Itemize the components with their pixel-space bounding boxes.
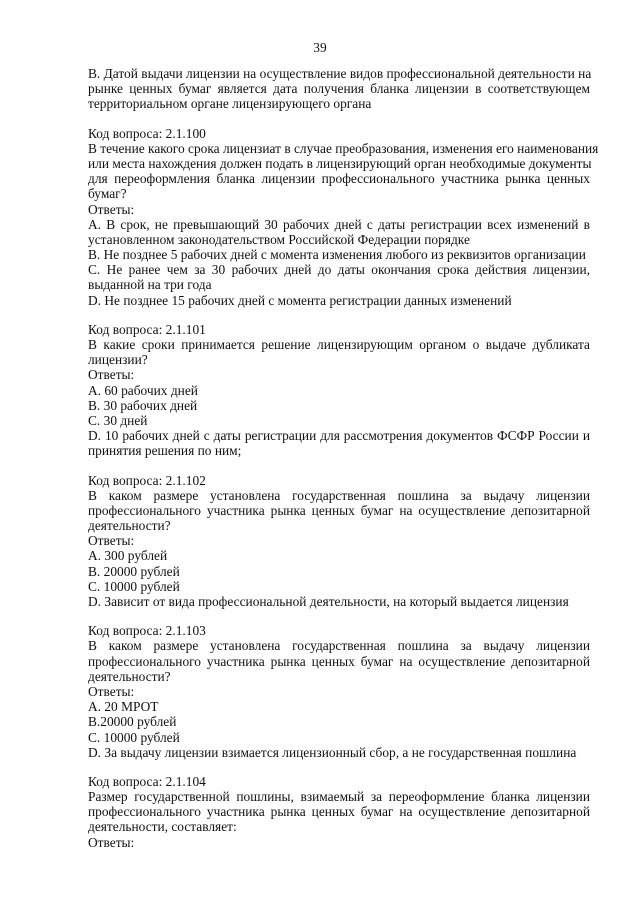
question-text-line: для переоформления бланка лицензии профессионального участника рынка ценных (88, 171, 590, 187)
intro-line: рынке ценных бумаг является дата получения бланка лицензии в соответствующем (88, 81, 590, 97)
question-text-line: профессионального участника рынка ценных бумаг на осуществление депозитарной (88, 804, 590, 820)
answer-line: D. Не позднее 15 рабочих дней с момента регистрации данных изменений (88, 292, 512, 308)
question-text-line: деятельности? (88, 668, 171, 684)
answer-line: A. 300 рублей (88, 548, 168, 564)
answers-label: Ответы: (88, 834, 135, 850)
answer-line: B.20000 рублей (88, 714, 177, 730)
page-content (88, 66, 599, 850)
question-block (88, 623, 590, 760)
question-text-line: лицензии? (88, 352, 148, 368)
question-text-line: Размер государственной пошлины, взимаемый за переоформление бланка лицензии (88, 789, 590, 805)
question-text-line: В каком размере установлена государственная пошлина за выдачу лицензии (88, 638, 590, 654)
intro-line: территориальном органе лицензирующего органа (88, 96, 372, 112)
page-number: 39 (313, 40, 327, 55)
answer-line: выданной на три года (88, 277, 212, 293)
intro-line: В. Датой выдачи лицензии на осуществление видов профессиональной деятельности на (88, 66, 592, 81)
question-text-line: деятельности? (88, 518, 171, 534)
answer-line: A. 60 рабочих дней (88, 382, 198, 398)
answer-line: установленном законодательством Российской Федерации порядке (88, 231, 470, 247)
question-block (88, 125, 599, 308)
answer-line: B. Не позднее 5 рабочих дней с момента изменения любого из реквизитов организации (88, 247, 586, 263)
question-text-line: профессионального участника рынка ценных бумаг на осуществление депозитарной (88, 502, 590, 518)
answers-label: Ответы: (88, 533, 135, 549)
question-text-line: или места нахождения должен подать в лицензирующий орган необходимые документы (88, 155, 592, 171)
question-code: Код вопроса: 2.1.102 (88, 472, 206, 488)
answer-line: C. 30 дней (88, 412, 148, 428)
question-code: Код вопроса: 2.1.100 (88, 125, 206, 141)
answers-label: Ответы: (88, 367, 135, 383)
question-text-line: В каком размере установлена государственная пошлина за выдачу лицензии (88, 487, 590, 503)
question-text-line: деятельности, составляет: (88, 819, 237, 835)
answer-line: D. За выдачу лицензии взимается лицензионный сбор, а не государственная пошлина (88, 744, 577, 760)
answer-line: B. 30 рабочих дней (88, 397, 198, 413)
question-block (88, 774, 590, 850)
question-block (88, 322, 590, 459)
question-code: Код вопроса: 2.1.103 (88, 623, 206, 639)
question-text-line: В какие сроки принимается решение лицензирующим органом о выдаче дубликата (88, 337, 590, 352)
question-text-line: В течение какого срока лицензиат в случае преобразования, изменения его наименования (88, 140, 599, 156)
answer-line: A. В срок, не превышающий 30 рабочих дней с даты регистрации всех изменений в (88, 216, 590, 232)
question-code: Код вопроса: 2.1.104 (88, 773, 206, 789)
question-code: Код вопроса: 2.1.101 (88, 321, 206, 337)
question-text-line: профессионального участника рынка ценных бумаг на осуществление депозитарной (88, 653, 590, 669)
answer-line: D. Зависит от вида профессиональной деятельности, на который выдается лицензия (88, 594, 569, 609)
question-block (88, 473, 590, 610)
answer-line: C. Не ранее чем за 30 рабочих дней до даты окончания срока действия лицензии, (88, 262, 590, 278)
answer-line: B. 20000 рублей (88, 563, 180, 579)
answer-line: C. 10000 рублей (88, 578, 180, 594)
answers-label: Ответы: (88, 201, 135, 217)
answer-line: принятия решения по ним; (88, 443, 242, 459)
answer-line: D. 10 рабочих дней с даты регистрации для рассмотрения документов ФСФР России и (88, 428, 590, 444)
answer-line: A. 20 МРОТ (88, 699, 159, 715)
intro-block (88, 66, 590, 112)
question-text-line: бумаг? (88, 186, 127, 202)
answers-label: Ответы: (88, 683, 135, 699)
answer-line: C. 10000 рублей (88, 729, 180, 745)
